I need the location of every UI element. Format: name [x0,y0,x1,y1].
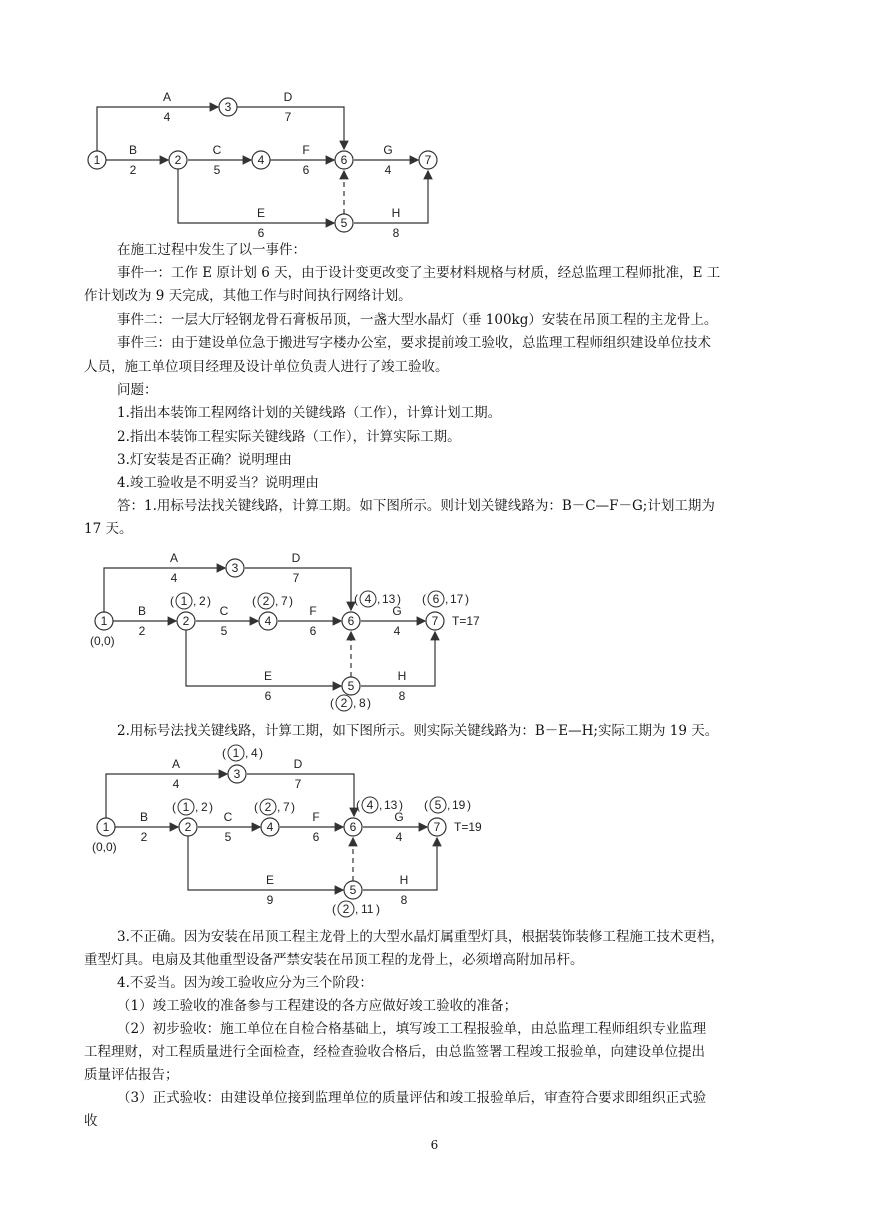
svg-text:,: , [445,592,449,606]
total-duration: T=19 [454,820,482,834]
paragraph: 作计划改为 9 天完成，其他工作与时间执行网络计划。 [84,288,412,304]
svg-text:1: 1 [180,594,188,608]
svg-text:(: ( [332,902,336,916]
question: 2.指出本装饰工程实际关键线路（工作），计算实际工期。 [117,429,461,445]
svg-text:(: ( [254,800,258,814]
node-7 [426,612,444,630]
svg-text:13: 13 [382,592,396,606]
edge-duration: 8 [392,226,400,240]
label-node-2 [170,593,211,609]
list-item: 收 [84,1113,98,1129]
svg-text:2: 2 [174,153,182,167]
svg-text:19: 19 [452,798,466,812]
svg-text:2: 2 [262,594,270,608]
svg-text:4: 4 [251,746,258,760]
edge-label: H [399,873,409,887]
svg-text:7: 7 [433,820,441,834]
edge-duration: 7 [292,571,300,585]
label-node-5 [332,901,380,917]
edge-label: H [397,669,407,683]
edge-duration: 7 [284,110,292,124]
svg-text:5: 5 [347,679,355,693]
list-item: （3）正式验收：由建设单位接到监理单位的质量评估和竣工报验单后，审查符合要求即组织正式验 [117,1090,707,1106]
svg-text:2: 2 [342,902,350,916]
edge-label: E [263,669,273,683]
node-1 [88,151,106,169]
edge-label: D [283,90,293,104]
edge-label: D [291,551,301,565]
edge-label: F [312,810,320,824]
edge-label: B [137,604,147,618]
svg-text:1: 1 [182,800,190,814]
svg-text:): ) [399,798,403,812]
edge-label: B [139,810,149,824]
node-5 [335,214,353,232]
svg-text:6: 6 [349,820,357,834]
edge-label: G [383,143,393,157]
svg-text:,: , [447,798,451,812]
node-1 [95,612,113,630]
node-4 [259,612,277,630]
edge-duration: 5 [213,163,221,177]
edge-duration: 4 [384,163,392,177]
svg-text:(: ( [422,592,426,606]
svg-text:3: 3 [231,561,239,575]
paragraph: 事件二：一层大厅轻钢龙骨石膏板吊顶，一盏大型水晶灯（垂 100kg）安装在吊顶工程的主龙骨上。 [117,312,718,328]
svg-text:,: , [377,592,381,606]
edge-duration: 6 [257,226,265,240]
list-item: （1）竣工验收的准备参与工程建设的各方应做好竣工验收的准备； [117,998,518,1014]
svg-text:): ) [397,592,401,606]
svg-text:4: 4 [266,820,274,834]
svg-text:): ) [207,594,211,608]
total-duration: T=17 [452,614,480,628]
edge-label: B [128,143,138,157]
page-number: 6 [430,1138,439,1152]
node-3 [228,765,246,783]
origin-label: (0,0) [90,634,115,648]
edge-duration: 4 [395,830,403,844]
edge-duration: 6 [302,163,310,177]
label-node-4 [254,799,295,815]
edge-duration: 8 [400,893,408,907]
svg-text:2: 2 [184,820,192,834]
edge-duration: 7 [294,777,302,791]
svg-text:): ) [291,800,295,814]
svg-text:,: , [193,594,197,608]
svg-text:6: 6 [340,153,348,167]
svg-text:7: 7 [431,614,439,628]
node-2 [179,818,197,836]
node-4 [261,818,279,836]
svg-text:2: 2 [182,614,190,628]
question: 3.灯安装是否正确？说明理由 [117,452,292,468]
label-node-6 [354,591,401,607]
answer: 17 天。 [84,521,133,537]
answer: 答：1.用标号法找关键线路，计算工期。如下图所示。则计划关键线路为：B－C—F－G;计划工期为 [117,498,715,514]
question-heading: 问题： [117,382,158,398]
svg-text:): ) [289,594,293,608]
edge-duration: 2 [140,830,148,844]
svg-text:7: 7 [281,594,288,608]
edge-duration: 5 [224,830,232,844]
edge-A [97,107,218,151]
network-diagram-labeled-plan [0,548,869,718]
svg-text:4: 4 [264,614,272,628]
edge-duration: 8 [398,689,406,703]
svg-text:(: ( [354,592,358,606]
svg-text:,: , [379,798,383,812]
edge-duration: 2 [129,163,137,177]
svg-text:4: 4 [257,153,265,167]
node-4 [252,151,270,169]
edge-duration: 4 [170,571,178,585]
node-7 [428,818,446,836]
answer: 3.不正确。因为安装在吊顶工程主龙骨上的大型水晶灯属重型灯具，根据装饰装修工程施工技术更档， [117,929,724,945]
list-item: 工程理财，对工程质量进行全面检查，经检查验收合格后，由总监签署工程竣工报验单，向建设单位提出 [84,1044,705,1060]
paragraph: 在施工过程中发生了以一事件： [117,242,306,258]
answer: 重型灯具。电扇及其他重型设备严禁安装在吊顶工程的龙骨上，必须增高附加吊杆。 [84,952,584,968]
svg-text:): ) [467,798,471,812]
edge-label: E [256,206,266,220]
svg-text:2: 2 [199,594,206,608]
list-item: 质量评估报告； [84,1067,179,1083]
label-node-7 [422,591,469,607]
svg-text:7: 7 [424,153,432,167]
svg-text:(: ( [424,798,428,812]
svg-text:2: 2 [264,800,272,814]
edge-label: G [392,604,402,618]
answer: 2.用标号法找关键线路，计算工期，如下图所示。则实际关键线路为：B－E—H;实际工期为 19 天。 [117,723,719,739]
svg-text:(: ( [170,594,174,608]
question: 1.指出本装饰工程网络计划的关键线路（工作），计算计划工期。 [117,405,502,421]
edge-label: C [219,604,229,618]
svg-text:1: 1 [232,746,240,760]
node-1 [97,818,115,836]
edge-label: D [293,757,303,771]
edge-label: E [265,873,275,887]
svg-text:): ) [376,902,380,916]
edge-duration: 5 [220,624,228,638]
edge-label: G [394,810,404,824]
node-3 [226,559,244,577]
label-node-7 [424,797,471,813]
svg-text:5: 5 [340,216,348,230]
node-6 [335,151,353,169]
svg-text:8: 8 [359,696,366,710]
node-2 [177,612,195,630]
network-diagram-plan [0,85,869,245]
svg-text:6: 6 [347,614,355,628]
svg-text:5: 5 [349,883,357,897]
paragraph: 事件三：由于建设单位急于搬进写字楼办公室，要求提前竣工验收，总监理工程师组织建设单位技术 [117,335,711,351]
svg-text:): ) [209,800,213,814]
edge-label: A [171,757,181,771]
svg-text:2: 2 [340,696,348,710]
edge-duration: 4 [172,777,180,791]
edge-duration: 2 [138,624,146,638]
svg-text:5: 5 [434,798,442,812]
edge-label: A [162,90,172,104]
paragraph: 人员，施工单位项目经理及设计单位负责人进行了竣工验收。 [84,359,449,375]
label-node-3 [222,745,263,761]
svg-text:4: 4 [364,592,372,606]
node-5 [342,677,360,695]
svg-text:): ) [367,696,371,710]
edge-label: F [302,143,310,157]
label-node-4 [252,593,293,609]
svg-text:): ) [259,746,263,760]
edge-label: F [309,604,317,618]
node-3 [219,98,237,116]
question: 4.竣工验收是不明妥当？说明理由 [117,475,319,491]
edge-label: C [223,810,233,824]
node-6 [342,612,360,630]
svg-text:6: 6 [432,592,440,606]
edge-duration: 9 [266,893,274,907]
svg-text:,: , [275,594,279,608]
svg-text:1: 1 [93,153,101,167]
svg-text:(: ( [222,746,226,760]
label-node-6 [356,797,403,813]
edge-duration: 4 [393,624,401,638]
svg-text:,: , [355,902,359,916]
svg-text:13: 13 [384,798,398,812]
svg-text:(: ( [252,594,256,608]
svg-text:): ) [465,592,469,606]
svg-text:1: 1 [102,820,110,834]
node-5 [344,881,362,899]
svg-text:7: 7 [283,800,290,814]
edge-label: C [212,143,222,157]
svg-text:,: , [353,696,357,710]
origin-label: (0,0) [92,840,117,854]
edge-duration: 6 [312,830,320,844]
svg-text:,: , [277,800,281,814]
svg-text:2: 2 [201,800,208,814]
svg-text:4: 4 [366,798,374,812]
node-7 [419,151,437,169]
edge-duration: 6 [264,689,272,703]
svg-text:11: 11 [361,902,374,916]
edge-duration: 6 [309,624,317,638]
network-diagram-labeled-actual [0,740,869,920]
edge-label: H [391,206,401,220]
svg-text:(: ( [330,696,334,710]
svg-text:,: , [195,800,199,814]
list-item: （2）初步验收：施工单位在自检合格基础上，填写竣工工程报验单，由总监理工程师组织专业监理 [117,1021,707,1037]
node-2 [169,151,187,169]
paragraph: 事件一：工作 E 原计划 6 天，由于设计变更改变了主要材料规格与材质，经总监理工程师批准，E 工 [117,265,721,281]
svg-text:(: ( [172,800,176,814]
answer: 4.不妥当。因为竣工验收应分为三个阶段： [117,975,373,991]
svg-text:,: , [245,746,249,760]
edge-label: A [169,551,179,565]
svg-text:(: ( [356,798,360,812]
svg-text:3: 3 [224,100,232,114]
edge-duration: 4 [163,110,171,124]
svg-text:3: 3 [233,767,241,781]
svg-text:17: 17 [450,592,464,606]
svg-text:1: 1 [100,614,108,628]
node-6 [344,818,362,836]
label-node-2 [172,799,213,815]
label-node-5 [330,695,371,711]
